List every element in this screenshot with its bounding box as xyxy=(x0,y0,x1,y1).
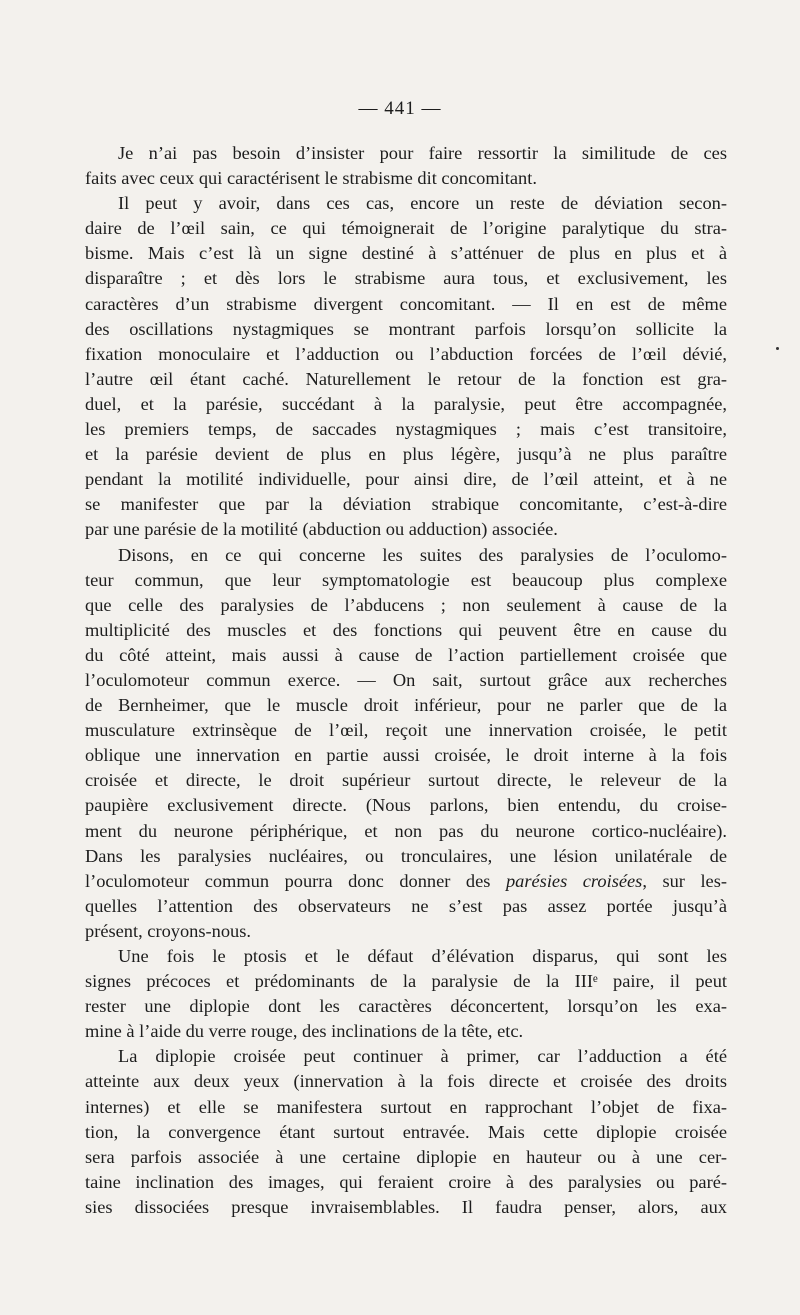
text-line: bisme. Mais c’est là un signe destiné à s’atténuer de plus en plus et à xyxy=(85,243,727,264)
text-line: du côté atteint, mais aussi à cause de l’action partiellement croisée que xyxy=(85,644,727,665)
text-line: des oscillations nystagmiques se montrant parfois lorsqu’on sollicite la xyxy=(85,318,727,339)
text-line: rester une diplopie dont les caractères déconcertent, lorsqu’on les exa- xyxy=(85,996,727,1017)
text-segment: , sur les- xyxy=(642,870,727,891)
text-line: tion, la convergence étant surtout entravée. Mais cette diplopie croisée xyxy=(85,1121,727,1142)
text-line: pendant la motilité individuelle, pour ainsi dire, de l’œil atteint, et à ne xyxy=(85,469,727,490)
text-line: quelles l’attention des observateurs ne s’est pas assez portée jusqu’à xyxy=(85,895,727,916)
text-line xyxy=(85,869,727,894)
text-line: Disons, en ce qui concerne les suites des paralysies de l’oculomo- xyxy=(118,544,727,565)
text-line: caractères d’un strabisme divergent concomitant. — Il en est de même xyxy=(85,293,727,314)
text-line: mine à l’aide du verre rouge, des inclinations de la tête, etc. xyxy=(85,1021,524,1042)
text-line: oblique une innervation en partie aussi croisée, le droit interne à la fois xyxy=(85,745,727,766)
text-line: disparaître ; et dès lors le strabisme aura tous, et exclusivement, les xyxy=(85,268,727,289)
text-line: l’autre œil étant caché. Naturellement le retour de la fonction est gra- xyxy=(85,368,727,389)
text-segment: l’oculomoteur commun pourra donc donner des xyxy=(85,870,491,891)
text-line: croisée et directe, le droit supérieur surtout directe, le releveur de la xyxy=(85,770,727,791)
text-line: sera parfois associée à une certaine diplopie en hauteur ou à une cer- xyxy=(85,1146,727,1167)
text-line: que celle des paralysies de l’abducens ; non seulement à cause de la xyxy=(85,594,727,615)
text-line: se manifester que par la déviation strabique concomitante, c’est-à-dire xyxy=(85,494,727,515)
text-line: teur commun, que leur symptomatologie est beaucoup plus complexe xyxy=(85,569,727,590)
text-line: par une parésie de la motilité (abduction ou adduction) associée. xyxy=(85,519,558,540)
text-line: présent, croyons-nous. xyxy=(85,920,251,941)
text-line: daire de l’œil sain, ce qui témoignerait de l’origine paralytique du stra- xyxy=(85,218,727,239)
text-line: internes) et elle se manifestera surtout en rapprochant l’objet de fixa- xyxy=(85,1096,727,1117)
text-line: La diplopie croisée peut continuer à primer, car l’adduction a été xyxy=(118,1046,727,1067)
text-line: Il peut y avoir, dans ces cas, encore un reste de déviation secon- xyxy=(118,193,727,214)
text-line: atteinte aux deux yeux (innervation à la fois directe et croisée des droits xyxy=(85,1071,727,1092)
text-line: taine inclination des images, qui feraient croire à des paralysies ou paré- xyxy=(85,1171,727,1192)
text-line: fixation monoculaire et l’adduction ou l’abduction forcées de l’œil dévié, xyxy=(85,343,727,364)
text-line: duel, et la parésie, succédant à la paralysie, peut être accompagnée, xyxy=(85,393,727,414)
text-line: Dans les paralysies nucléaires, ou tronculaires, une lésion unilatérale de xyxy=(85,845,727,866)
text-line: musculature extrinsèque de l’œil, reçoit une innervation croisée, le petit xyxy=(85,720,727,741)
page-number: — 441 — xyxy=(358,98,442,119)
margin-dot xyxy=(776,347,779,350)
text-line: les premiers temps, de saccades nystagmiques ; mais c’est transitoire, xyxy=(85,419,727,440)
body-text xyxy=(85,141,727,1220)
text-line: Une fois le ptosis et le défaut d’élévation disparus, qui sont les xyxy=(118,946,727,966)
text-line: ment du neurone périphérique, et non pas du neurone cortico-nucléaire). xyxy=(85,820,727,841)
text-line: l’oculomoteur commun exerce. — On sait, surtout grâce aux recherches xyxy=(85,669,727,690)
text-line: paupière exclusivement directe. (Nous parlons, bien entendu, du croise- xyxy=(85,795,727,816)
text-line: Je n’ai pas besoin d’insister pour faire ressortir la similitude de ces xyxy=(118,143,727,163)
text-line: faits avec ceux qui caractérisent le strabisme dit concomitant. xyxy=(85,168,537,189)
text-line: de Bernheimer, que le muscle droit inférieur, pour ne parler que de la xyxy=(85,695,727,716)
text-line: et la parésie devient de plus en plus légère, jusqu’à ne plus paraître xyxy=(85,444,727,465)
italic-phrase: parésies croisées xyxy=(505,870,643,891)
text-line: multiplicité des muscles et des fonctions qui peuvent être en cause du xyxy=(85,619,727,640)
text-line: signes précoces et prédominants de la paralysie de la IIIᵉ paire, il peut xyxy=(85,971,727,992)
text-line: sies dissociées presque invraisemblables. Il faudra penser, alors, aux xyxy=(85,1196,727,1217)
